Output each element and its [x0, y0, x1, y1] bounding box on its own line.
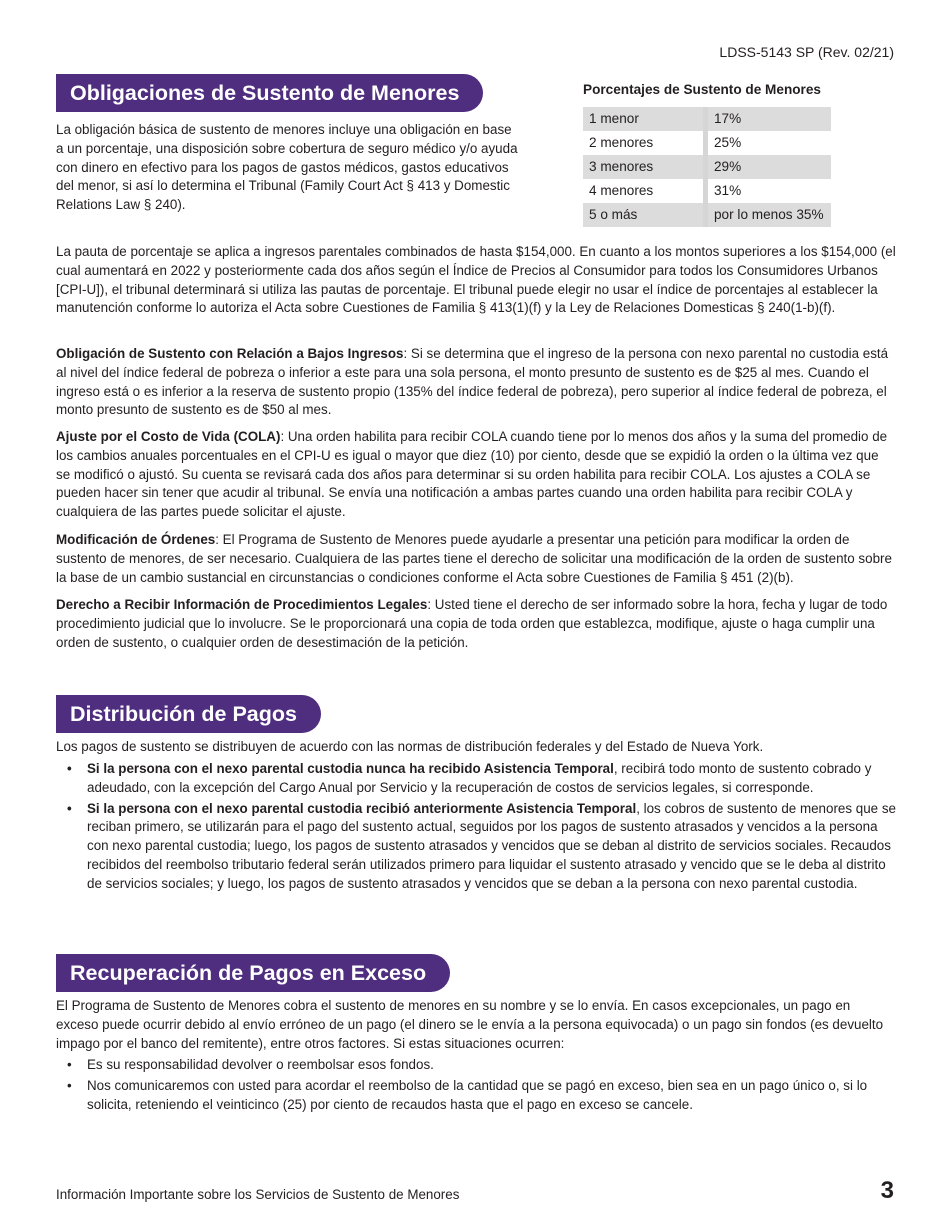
paragraph-term: Derecho a Recibir Información de Procedimientos Legales — [56, 597, 428, 612]
bullet-icon: • — [67, 800, 72, 816]
table-row — [583, 155, 831, 179]
table-cell-value: 29% — [706, 155, 832, 179]
list-item — [56, 1056, 896, 1075]
percentages-table — [583, 107, 831, 227]
list-item-text: Nos comunicaremos con usted para acordar el reembolso de la cantidad que se pagó en exceso, bien sea en un pago único o, si lo solicita, reteniendo el veinticinco (25) por ciento de recaudos hasta que el pago en exceso se cancele. — [87, 1077, 868, 1112]
table-cell-label: 4 menores — [583, 179, 706, 203]
table-cell-value: por lo menos 35% — [706, 203, 832, 227]
table-row — [583, 179, 831, 203]
table-row — [583, 107, 831, 131]
paragraph-term: Modificación de Órdenes — [56, 532, 216, 547]
paragraph-term: Obligación de Sustento con Relación a Bajos Ingresos — [56, 346, 404, 361]
paragraph-text: : Usted tiene el derecho de ser informado sobre la hora, fecha y lugar de todo procedimiento judicial que lo involucre. Se le proporcionará una copia de toda orden que establezca, modifique, ajuste o haga cumplir una orden de sustento, o cualquier orden de desestimación de la petición. — [56, 597, 888, 650]
section-intro: Los pagos de sustento se distribuyen de acuerdo con las normas de distribución federales y del Estado de Nueva York. — [56, 739, 764, 754]
table-row — [583, 131, 831, 155]
percentage-guideline-paragraph: La pauta de porcentaje se aplica a ingresos parentales combinados de hasta $154,000. En cuanto a los montos superiores a los $154,000 (el cual aumentará en 2022 y posteriormente cada dos años según el Índice de Precios al Consumidor para todos los Consumidores Urbanos [CPI-U]), el tribunal determinará si utiliza las pautas de porcentaje. El tribunal puede elegir no usar el índice de porcentajes al establecer la manutención conforme lo autoriza el Acta sobre Cuestiones de Familia § 413(1)(f) y la Ley de Relaciones Domesticas § 240(1-b)(f). — [56, 244, 896, 316]
list-item — [56, 800, 896, 894]
table-cell-label: 3 menores — [583, 155, 706, 179]
bullet-icon: • — [67, 761, 72, 776]
section-title-overpayment-recovery: Recuperación de Pagos en Exceso — [56, 954, 450, 992]
percentages-table-title: Porcentajes de Sustento de Menores — [583, 82, 821, 97]
table-cell-label: 2 menores — [583, 131, 706, 155]
modification-paragraph — [56, 531, 896, 587]
table-cell-value: 25% — [714, 135, 742, 150]
table-row — [583, 203, 831, 227]
list-item-text: , recibirá todo monto de sustento cobrado y adeudado, con la excepción del Cargo Anual por Servicio y la recuperación de costos de servicios legales, si corresponde. — [87, 761, 872, 795]
section-title-payment-distribution: Distribución de Pagos — [56, 695, 321, 733]
list-item — [56, 760, 896, 798]
list-item — [56, 1077, 896, 1115]
paragraph-text: : El Programa de Sustento de Menores puede ayudarle a presentar una petición para modificar la orden de sustento de menores, de ser necesario. Cualquiera de las partes tiene el derecho de solicitar una modificación de la orden de sustento sobre la base de un cambio sustancial en circunstancias o condiciones conforme el Acta sobre Cuestiones de Familia § 451 (2)(b). — [56, 532, 892, 585]
form-id: LDSS-5143 SP (Rev. 02/21) — [719, 44, 894, 60]
table-cell-label: 5 o más — [583, 203, 706, 227]
list-item-text: Es su responsabilidad devolver o reembolsar esos fondos. — [87, 1057, 434, 1072]
distribution-list — [56, 760, 896, 896]
bullet-icon: • — [67, 1077, 72, 1093]
table-cell-value: 17% — [706, 107, 832, 131]
section-title-child-support-obligations: Obligaciones de Sustento de Menores — [56, 74, 483, 112]
section-intro: La obligación básica de sustento de menores incluye una obligación en base a un porcentaje, una disposición sobre cobertura de seguro médico y/o ayuda con dinero en efectivo para los pagos de gastos médicos, gastos educativos del menor, si así lo determina el Tribunal (Family Court Act § 413 y Domestic Relations Law § 240). — [56, 122, 518, 213]
table-cell-label: 1 menor — [583, 107, 706, 131]
page-number: 3 — [880, 1177, 894, 1204]
cola-paragraph — [56, 428, 896, 522]
legal-rights-paragraph — [56, 596, 896, 652]
list-item-term: Si la persona con el nexo parental custodia nunca ha recibido Asistencia Temporal — [87, 761, 614, 776]
footer-text: Información Importante sobre los Servicios de Sustento de Menores — [56, 1187, 460, 1202]
list-item-term: Si la persona con el nexo parental custodia recibió anteriormente Asistencia Temporal — [87, 800, 637, 816]
section-intro: El Programa de Sustento de Menores cobra el sustento de menores en su nombre y se lo envía. En casos excepcionales, un pago en exceso puede ocurrir debido al envío erróneo de un pago (el dinero se le envía a la persona equivocada) o un pago sin fondos (es devuelto impago por el banco del remitente), entre otros factores. Si estas situaciones ocurren: — [56, 998, 884, 1051]
bullet-icon: • — [67, 1057, 72, 1072]
overpayment-list — [56, 1056, 896, 1116]
paragraph-text: : Si se determina que el ingreso de la persona con nexo parental no custodia está al nivel del índice federal de pobreza o inferior a este para una sola persona, el monto presunto de sustento es de $25 al mes. Cuando el ingreso está o es inferior a la reserva de sustento propio (135% del índice federal de pobreza), pero superior al índice federal de pobreza, el monto presunto de sustento es de $50 al mes. — [56, 346, 889, 418]
paragraph-term: Ajuste por el Costo de Vida (COLA) — [56, 429, 281, 444]
list-item-text: , los cobros de sustento de menores que se reciban primero, se utilizarán para el pago del sustento actual, seguidos por los pagos de sustento atrasados y vencidos a la persona con nexo parental custodia; luego, los pagos de sustento atrasados y vencidos que se deban al distrito de servicios sociales. Recaudos recibidos del reembolso tributario federal serán utilizados primero para liquidar el sustento atrasado y vencido que se le deba al distrito de servicios sociales; y luego, los pagos de sustento atrasados y vencidos que se deban a la persona con nexo parental custodia. — [87, 800, 896, 891]
table-cell-value: 31% — [714, 183, 742, 198]
low-income-paragraph — [56, 345, 896, 420]
paragraph-text: : Una orden habilita para recibir COLA cuando tiene por lo menos dos años y la suma del promedio de los cambios anuales porcentuales en el CPI-U es igual o mayor que diez (10) por ciento, desde que se expidió la orden o la última vez que se modificó o ajustó. Su cuenta se revisará cada dos años para determinar si su orden habilita para recibir COLA. Los ajustes a COLA se pueden hacer sin tener que acudir al tribunal. Se envía una notificación a ambas partes cuando una orden habilita para recibir COLA y cualquiera de las partes puede solicitar el ajuste. — [56, 429, 888, 520]
